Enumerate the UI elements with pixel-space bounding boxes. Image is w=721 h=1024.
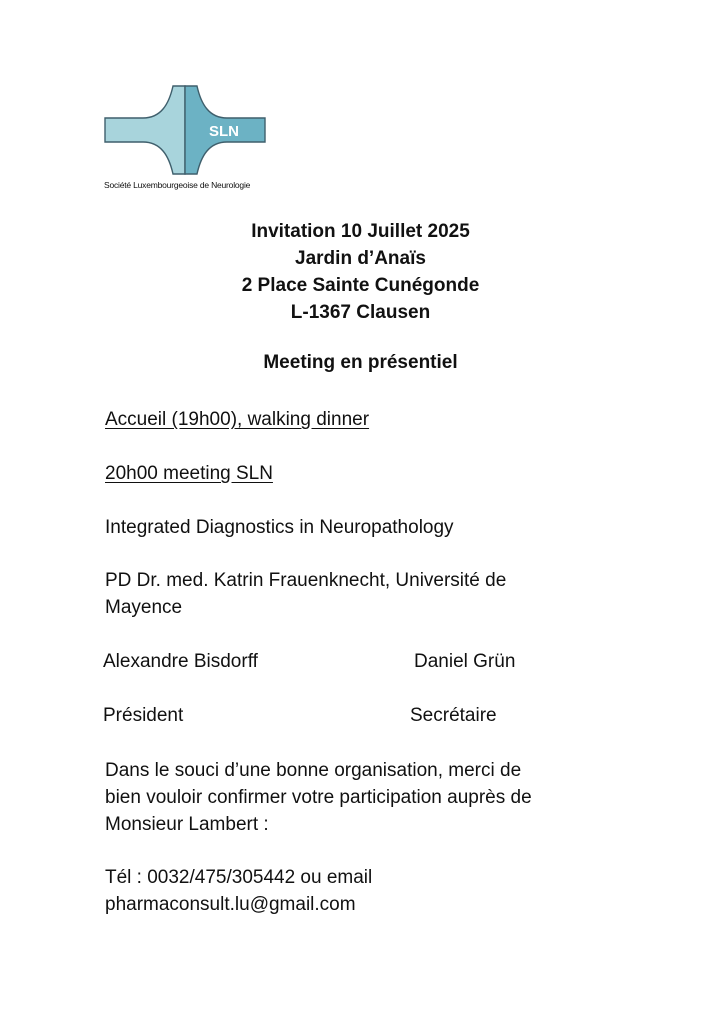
rsvp-line-1: Dans le souci d’une bonne organisation, merci de [105,760,522,781]
rsvp-line-3: Monsieur Lambert : [105,814,269,835]
logo-abbr: SLN [209,123,239,140]
contact-info [105,864,372,918]
secretary-title: Secrétaire [410,705,497,726]
talk-title: Integrated Diagnostics in Neuropathology [105,517,454,538]
sln-logo-icon [103,84,268,176]
speaker-line-1: PD Dr. med. Katrin Frauenknecht, Université de [105,570,507,591]
meeting-time: 20h00 meeting SLN [105,463,273,484]
logo-tagline: Société Luxembourgeoise de Neurologie [104,180,251,190]
meeting-title: Meeting en présentiel [263,352,458,373]
invitation-date: Invitation 10 Juillet 2025 [251,221,470,242]
speaker [105,567,506,621]
rsvp-text [105,757,532,838]
welcome-line: Accueil (19h00), walking dinner [105,409,370,430]
venue-name: Jardin d’Anaïs [295,248,426,269]
president-title: Président [103,705,184,726]
contact-phone: Tél : 0032/475/305442 ou email [105,867,373,888]
sln-logo [103,84,268,194]
venue-city: L-1367 Clausen [290,302,431,323]
speaker-line-2: Mayence [105,597,183,618]
secretary-name: Daniel Grün [414,651,516,672]
contact-email: pharmaconsult.lu@gmail.com [105,894,356,915]
president-name: Alexandre Bisdorff [103,651,258,672]
invitation-header [0,218,721,326]
rsvp-line-2: bien vouloir confirmer votre participation auprès de [105,787,532,808]
venue-street: 2 Place Sainte Cunégonde [241,275,480,296]
